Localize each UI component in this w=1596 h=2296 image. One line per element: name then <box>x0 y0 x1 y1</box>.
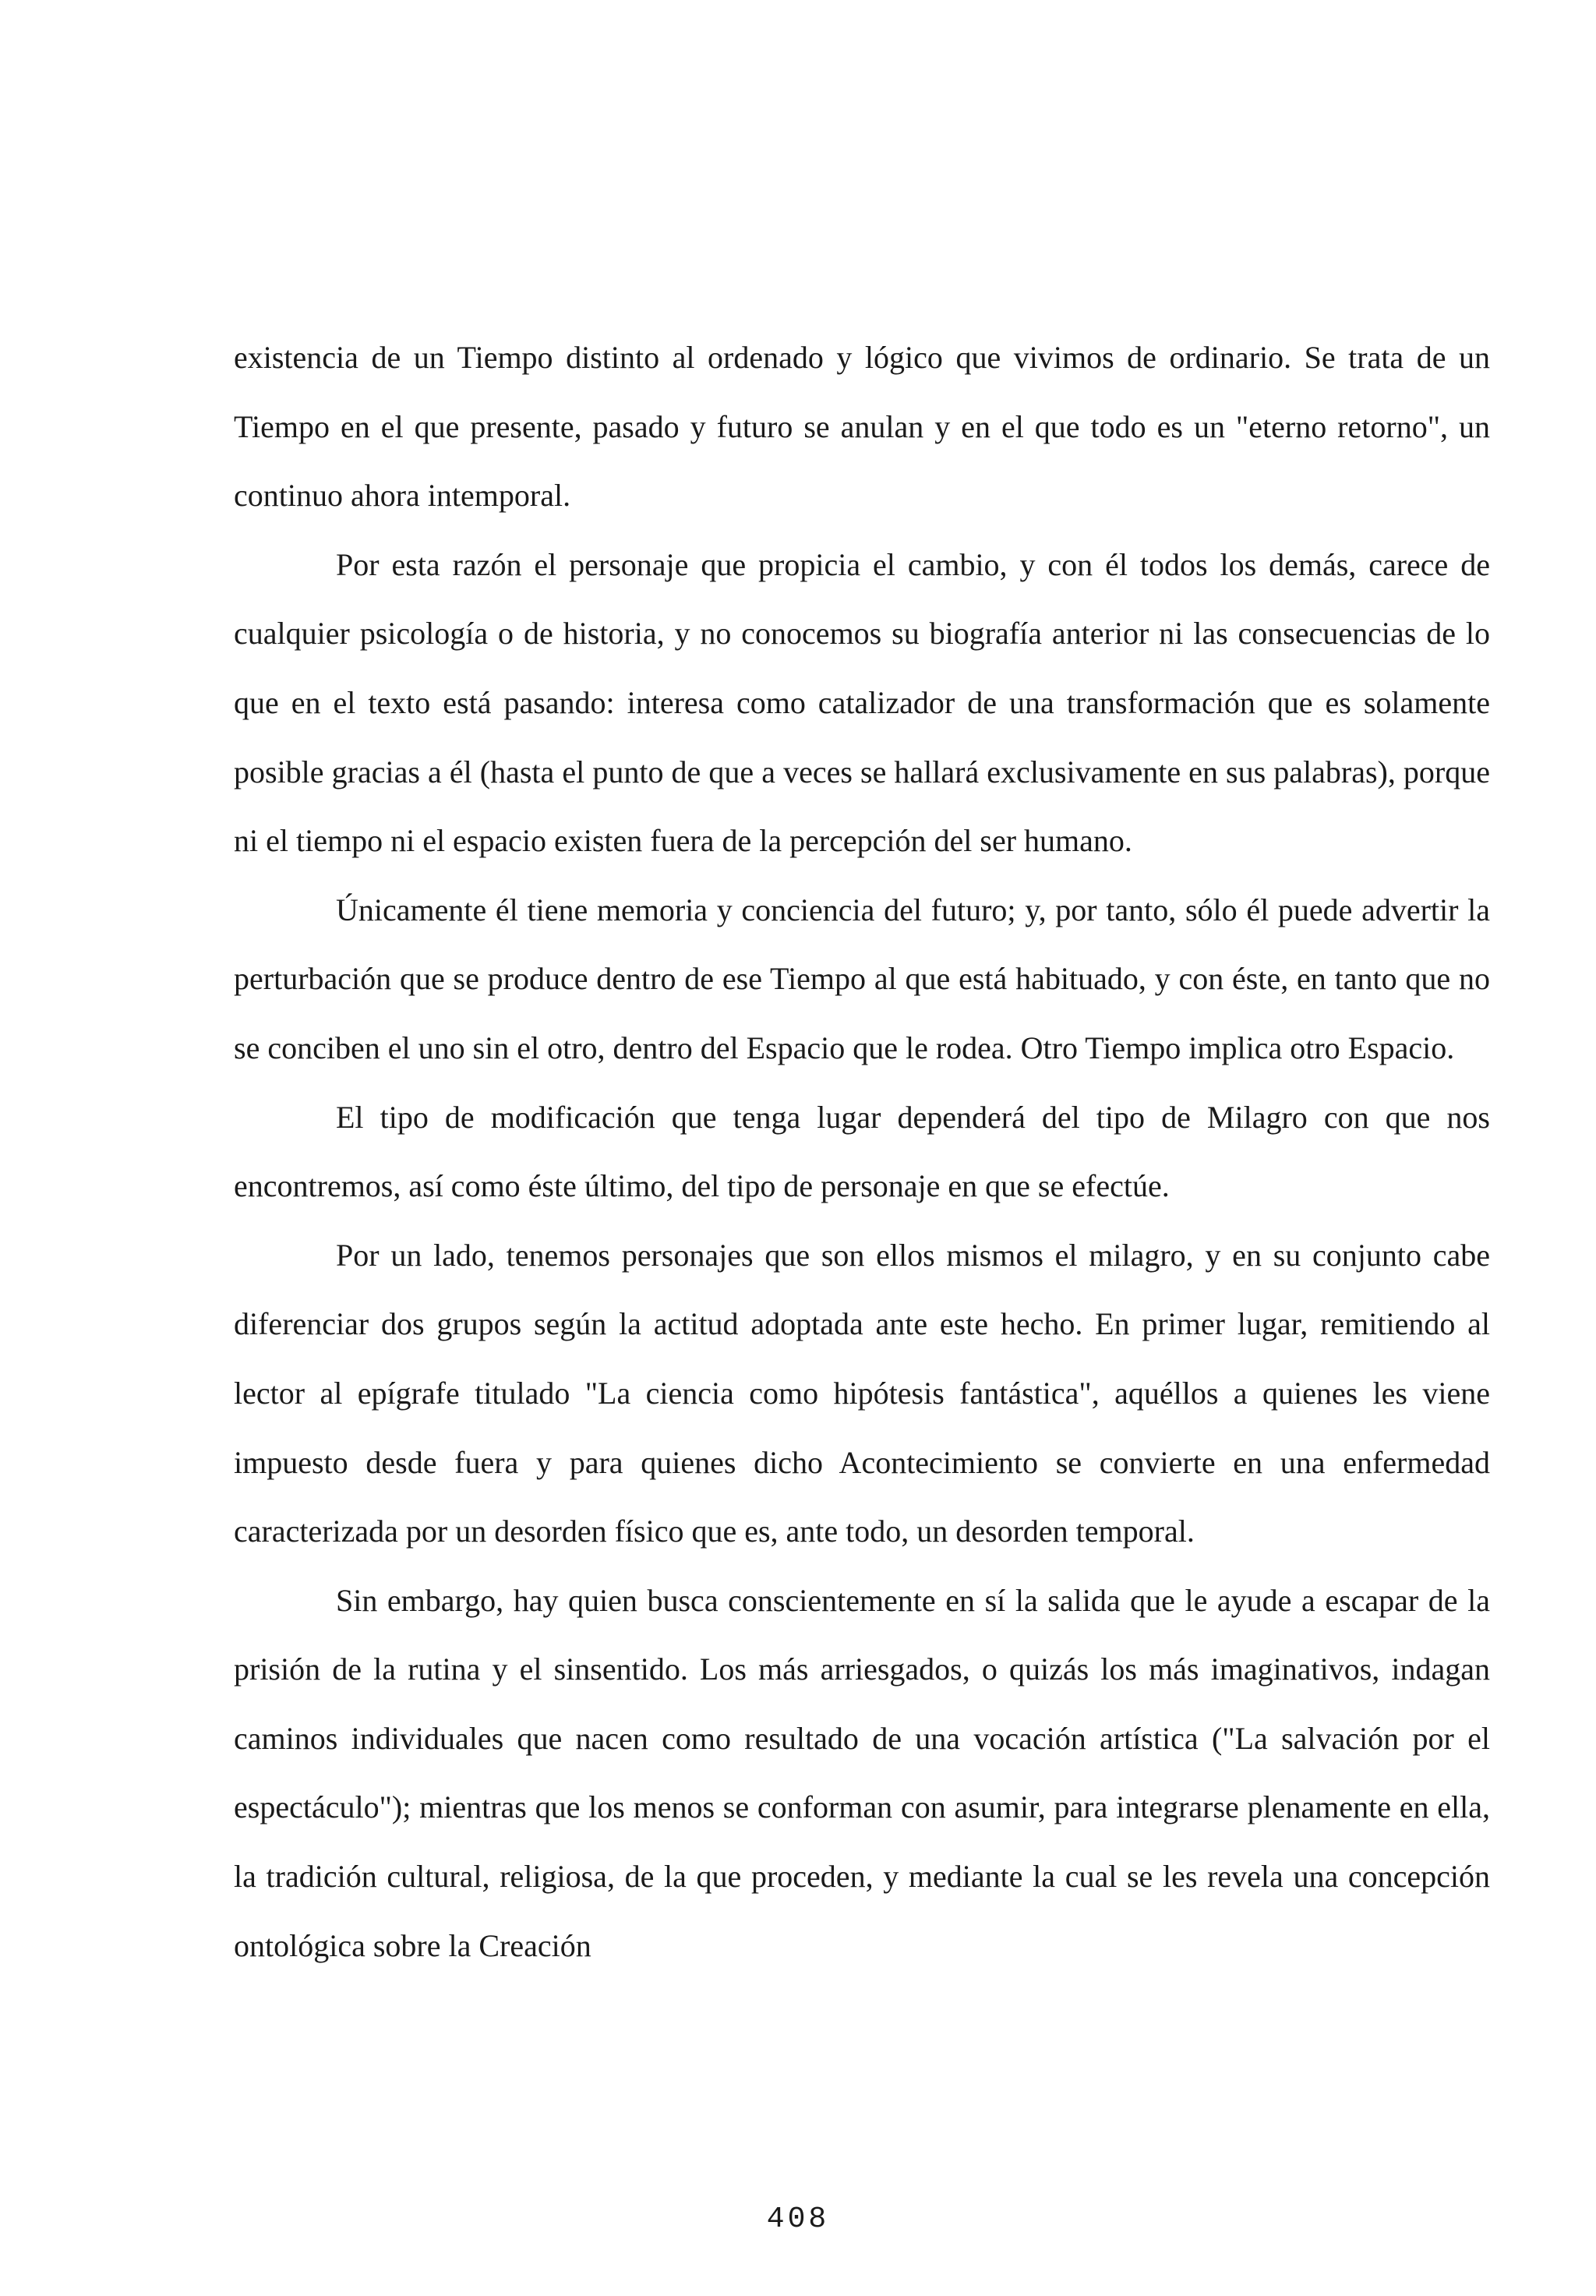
paragraph: Por un lado, tenemos personajes que son ellos mismos el milagro, y en su conjunto cabe diferenciar dos grupos según la actitud adoptada ante este hecho. En primer lugar, remitiendo al lector al epígrafe titulado "La ciencia como hipótesis fantástica", aquéllos a quienes les viene impuesto desde fuera y para quienes dicho Acontecimiento se convierte en una enfermedad caracterizada por un desorden físico que es, ante todo, un desorden temporal. <box>234 1237 1490 1549</box>
paragraph: El tipo de modificación que tenga lugar dependerá del tipo de Milagro con que nos encontremos, así como éste último, del tipo de personaje en que se efectúe. <box>234 1099 1490 1204</box>
paragraph: Sin embargo, hay quien busca conscientemente en sí la salida que le ayude a escapar de la prisión de la rutina y el sinsentido. Los más arriesgados, o quizás los más imaginativos, indagan caminos individuales que nacen como resultado de una vocación artística ("La salvación por el espectáculo"); mientras que los menos se conforman con asumir, para integrarse plenamente en ella, la tradición cultural, religiosa, de la que proceden, y mediante la cual se les revela una concepción ontológica sobre la Creación <box>234 1582 1490 1963</box>
body-text <box>234 323 1490 1980</box>
paragraph: Por esta razón el personaje que propicia el cambio, y con él todos los demás, carece de cualquier psicología o de historia, y no conocemos su biografía anterior ni las consecuencias de lo que en el texto está pasando: interesa como catalizador de una transformación que es solamente posible gracias a él (hasta el punto de que a veces se hallará exclusivamente en sus palabras), porque ni el tiempo ni el espacio existen fuera de la percepción del ser humano. <box>234 546 1490 859</box>
paragraph-continuation: existencia de un Tiempo distinto al ordenado y lógico que vivimos de ordinario. Se trata de un Tiempo en el que presente, pasado y futuro se anulan y en el que todo es un "eterno retorno", un continuo ahora intemporal. <box>234 340 1490 514</box>
page-number: 408 <box>766 2202 830 2236</box>
paragraph: Únicamente él tiene memoria y conciencia del futuro; y, por tanto, sólo él puede advertir la perturbación que se produce dentro de ese Tiempo al que está habituado, y con éste, en tanto que no se conciben el uno sin el otro, dentro del Espacio que le rodea. Otro Tiempo implica otro Espacio. <box>234 892 1490 1065</box>
